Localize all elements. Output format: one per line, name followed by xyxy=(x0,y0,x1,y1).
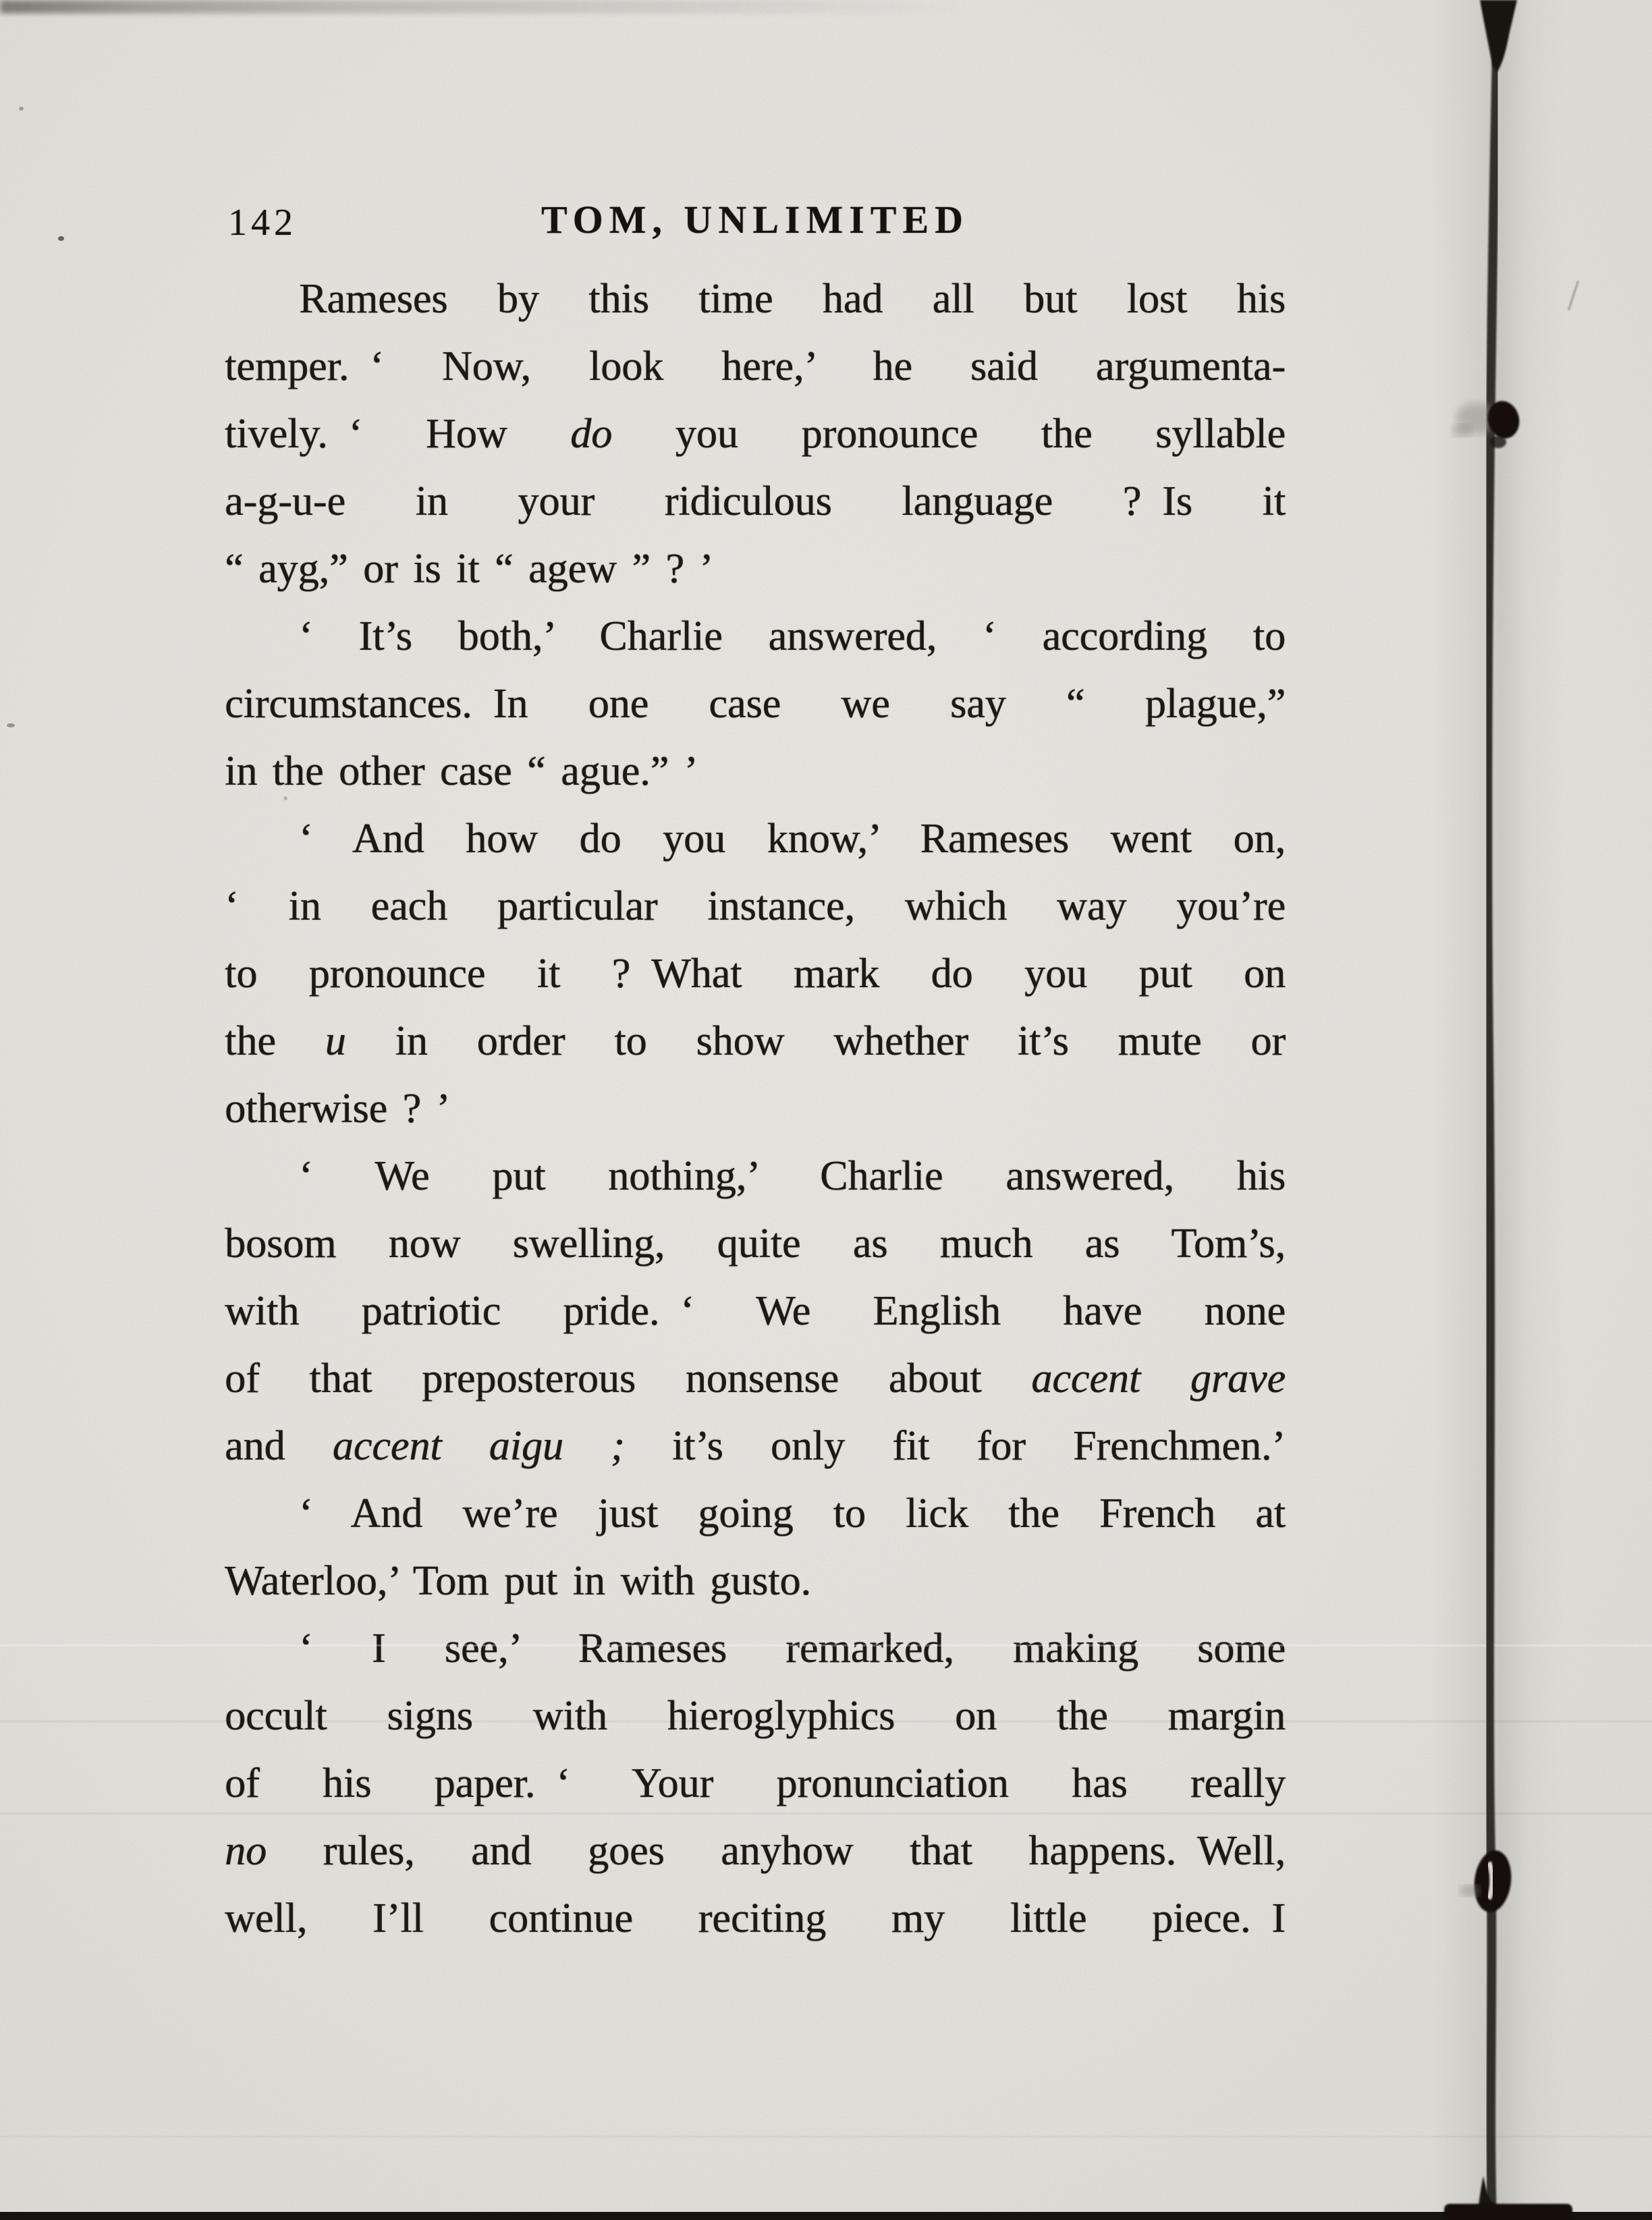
text: rules, and goes anyhow that happens. Well, xyxy=(267,1828,1286,1874)
body-line xyxy=(225,1007,1286,1075)
text: occult signs with hieroglyphics on the margin xyxy=(225,1693,1286,1739)
page-number: 142 xyxy=(228,202,297,244)
page-title: TOM, UNLIMITED xyxy=(541,198,970,242)
body-line xyxy=(225,1210,1286,1277)
bottom-scan-edge xyxy=(0,2212,1652,2220)
text: the xyxy=(225,1018,325,1064)
body-line xyxy=(225,1615,1286,1682)
scan-smudge-top-edge xyxy=(0,0,1012,13)
body-line xyxy=(225,400,1286,468)
body-line xyxy=(225,940,1286,1007)
body-line xyxy=(225,1412,1286,1480)
body-text xyxy=(225,265,1286,1952)
text: ‘ I see,’ Rameses remarked, making some xyxy=(299,1626,1286,1671)
italic-text: accent grave xyxy=(1031,1356,1286,1402)
scan-band xyxy=(0,2136,1652,2138)
body-line xyxy=(225,1817,1286,1885)
text: Rameses by this time had all but lost his xyxy=(299,276,1286,322)
text: ‘ We put nothing,’ Charlie answered, his xyxy=(299,1153,1286,1199)
body-line xyxy=(225,603,1286,670)
text: in order to show whether it’s mute or xyxy=(346,1018,1286,1064)
text: ‘ in each particular instance, which way you’re xyxy=(225,883,1286,929)
body-line xyxy=(225,265,1286,333)
italic-text: u xyxy=(325,1018,346,1064)
text: a-g-u-e in your ridiculous language ? Is it xyxy=(225,478,1286,524)
text: otherwise ? ’ xyxy=(225,1086,451,1132)
text: of that preposterous nonsense about xyxy=(225,1356,1032,1402)
body-line xyxy=(225,535,1286,603)
text: with patriotic pride. ‘ We English have none xyxy=(225,1288,1286,1334)
body-line xyxy=(225,670,1286,738)
text: it’s only fit for Frenchmen.’ xyxy=(624,1423,1286,1469)
body-line xyxy=(225,1277,1286,1345)
italic-text: do xyxy=(570,411,613,457)
text: circumstances. In one case we say “ plague,” xyxy=(225,681,1286,727)
text: “ ayg,” or is it “ agew ” ? ’ xyxy=(225,546,714,592)
text: bosom now swelling, quite as much as Tom’s, xyxy=(225,1221,1286,1267)
text: to pronounce it ? What mark do you put on xyxy=(225,951,1286,997)
text: ‘ And we’re just going to lick the French at xyxy=(299,1491,1286,1536)
body-line xyxy=(225,1885,1286,1952)
text: tively. ‘ How xyxy=(225,411,571,457)
body-line xyxy=(225,1142,1286,1210)
dust-speck xyxy=(7,723,15,727)
body-line xyxy=(225,1750,1286,1817)
body-line xyxy=(225,872,1286,940)
text: of his paper. ‘ Your pronunciation has really xyxy=(225,1760,1286,1806)
text: you pronounce the syllable xyxy=(612,411,1286,457)
dust-speck xyxy=(58,236,64,241)
body-line xyxy=(225,1547,1286,1615)
body-line xyxy=(225,805,1286,872)
text: Waterloo,’ Tom put in with gusto. xyxy=(225,1558,811,1604)
text: well, I’ll continue reciting my little piece. I xyxy=(225,1895,1286,1941)
dust-speck xyxy=(283,796,287,800)
text: ‘ And how do you know,’ Rameses went on, xyxy=(299,816,1286,862)
scratch-mark xyxy=(1568,281,1579,311)
italic-text: no xyxy=(225,1828,267,1874)
italic-text: accent aigu ; xyxy=(332,1423,625,1469)
body-line xyxy=(225,1075,1286,1142)
text: and xyxy=(225,1423,333,1469)
gutter-shadow xyxy=(1431,0,1566,2220)
body-line xyxy=(225,1345,1286,1412)
body-line xyxy=(225,333,1286,400)
text: in the other case “ ague.” ’ xyxy=(225,748,698,794)
running-head xyxy=(225,197,1286,244)
body-line xyxy=(225,468,1286,535)
text: ‘ It’s both,’ Charlie answered, ‘ according to xyxy=(299,613,1286,659)
dust-speck xyxy=(19,107,24,111)
body-line xyxy=(225,1480,1286,1547)
body-line xyxy=(225,1682,1286,1750)
text: temper. ‘ Now, look here,’ he said argumenta- xyxy=(225,343,1286,389)
body-line xyxy=(225,738,1286,805)
